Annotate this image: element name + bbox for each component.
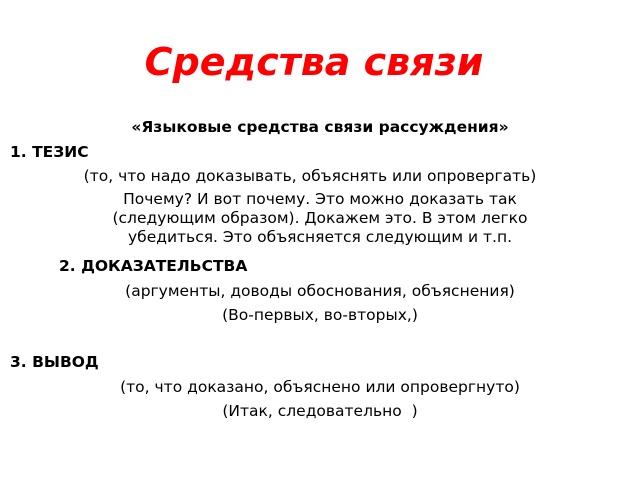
section-description-proof: (аргументы, доводы обоснования, объяснения): [125, 282, 515, 300]
slide-subtitle: «Языковые средства связи рассуждения»: [131, 118, 509, 136]
section-description-thesis: (то, что надо доказывать, объяснять или опровергать): [83, 167, 537, 185]
section-phrases-conclusion: (Итак, следовательно ): [222, 402, 418, 420]
section-phrases-proof: (Во-первых, во-вторых,): [222, 306, 418, 324]
phrase-line: Почему? И вот почему. Это можно доказать так: [123, 190, 517, 208]
slide-title: Средства связи: [144, 40, 484, 84]
section-heading-conclusion: 3. ВЫВОД: [10, 353, 99, 371]
phrase-line: (следующим образом). Докажем это. В этом легко: [112, 209, 528, 227]
section-phrases-thesis: [0, 190, 640, 247]
section-description-conclusion: (то, что доказано, объяснено или опровергнуто): [120, 378, 520, 396]
phrase-line: убедиться. Это объясняется следующим и т.п.: [127, 228, 513, 246]
section-heading-proof: 2. ДОКАЗАТЕЛЬСТВА: [59, 257, 248, 275]
section-heading-thesis: 1. ТЕЗИС: [10, 143, 89, 161]
